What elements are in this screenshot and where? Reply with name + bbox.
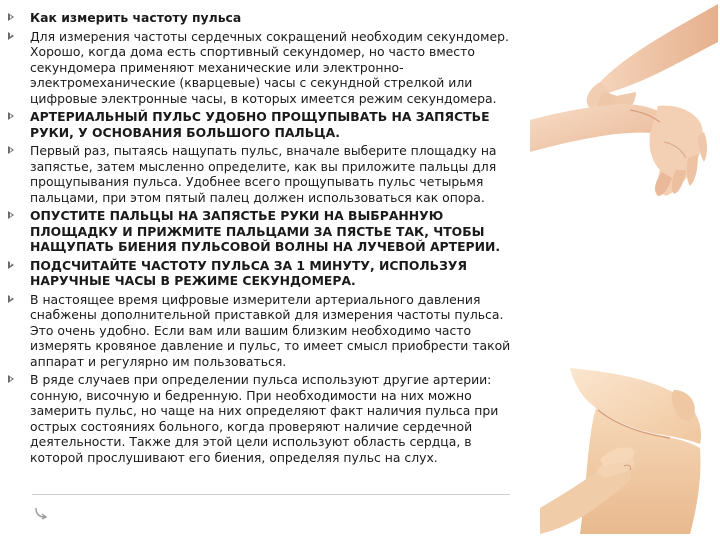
triangle-bullet-icon bbox=[8, 146, 14, 154]
triangle-bullet-icon bbox=[8, 112, 14, 120]
list-item bbox=[6, 208, 528, 255]
list-item bbox=[6, 10, 528, 26]
list-item-text: Первый раз, пытаясь нащупать пульс, вначале выберите площадку на запястье, затем мысленно определите, как вы приложите пальцы для прощупывания пульса. Удобнее всего прощупывать пульс четырьмя пальцами, при этом пятый палец должен использоваться как опора. bbox=[30, 143, 497, 205]
triangle-bullet-icon bbox=[8, 375, 14, 383]
list-item-text: Для измерения частоты сердечных сокращений необходим секундомер. Хорошо, когда дома есть спортивный секундомер, но часто вместо секундомера применяют механические или электронно-электромеханические (кварцевые) часы с секундной стрелкой или цифровые электронные часы, в которых имеется режим секундомера. bbox=[30, 28, 509, 106]
triangle-bullet-icon bbox=[8, 261, 14, 269]
curved-arrow-icon bbox=[34, 506, 48, 520]
list-item-text: Как измерить частоту пульса bbox=[30, 10, 242, 25]
triangle-bullet-icon bbox=[8, 295, 14, 303]
list-item bbox=[6, 372, 528, 465]
list-item-text: В настоящее время цифровые измерители артериального давления снабжены дополнительной приставкой для измерения частоты пульса. Это очень удобно. Если вам или вашим близким необходимо часто измерять кровяное давление и пульс, то имеет смысл приобрести такой аппарат и регулярно им пользоваться. bbox=[30, 291, 511, 369]
list-item-text: В ряде случаев при определении пульса используют другие артерии: сонную, височную и бедренную. При необходимости на них можно замерить пульс, но чаще на них определяют факт наличия пульса при острых состояниях больного, когда проверяют наличие сердечной деятельности. Также для этой цели используют область сердца, в которой прослушивают его биения, определяя пульс на слух. bbox=[30, 372, 499, 465]
list-item-text: ОПУСТИТЕ ПАЛЬЦЫ НА ЗАПЯСТЬЕ РУКИ НА ВЫБРАННУЮ ПЛОЩАДКУ И ПРИЖМИТЕ ПАЛЬЦАМИ ЗА ПЯСТЬЕ ТАК, ЧТОБЫ НАЩУПАТЬ БИЕНИЯ ПУЛЬСОВОЙ ВОЛНЫ НА ЛУЧЕВОЙ АРТЕРИИ. bbox=[30, 208, 501, 254]
list-item bbox=[6, 292, 528, 370]
wrist-pulse-illustration bbox=[530, 2, 718, 198]
list-item bbox=[6, 29, 528, 107]
neck-pulse-illustration bbox=[540, 368, 710, 534]
triangle-bullet-icon bbox=[8, 13, 14, 21]
list-item-text: АРТЕРИАЛЬНЫЙ ПУЛЬС УДОБНО ПРОЩУПЫВАТЬ НА ЗАПЯСТЬЕ РУКИ, У ОСНОВАНИЯ БОЛЬШОГО ПАЛЬЦА. bbox=[30, 109, 490, 140]
footer-divider bbox=[32, 494, 510, 495]
triangle-bullet-icon bbox=[8, 211, 14, 219]
list-item bbox=[6, 109, 528, 140]
bullet-list bbox=[6, 10, 528, 468]
list-item bbox=[6, 258, 528, 289]
list-item-text: ПОДСЧИТАЙТЕ ЧАСТОТУ ПУЛЬСА ЗА 1 МИНУТУ, ИСПОЛЬЗУЯ НАРУЧНЫЕ ЧАСЫ В РЕЖИМЕ СЕКУНДОМЕРА. bbox=[30, 257, 467, 288]
triangle-bullet-icon bbox=[8, 32, 14, 40]
list-item bbox=[6, 143, 528, 205]
